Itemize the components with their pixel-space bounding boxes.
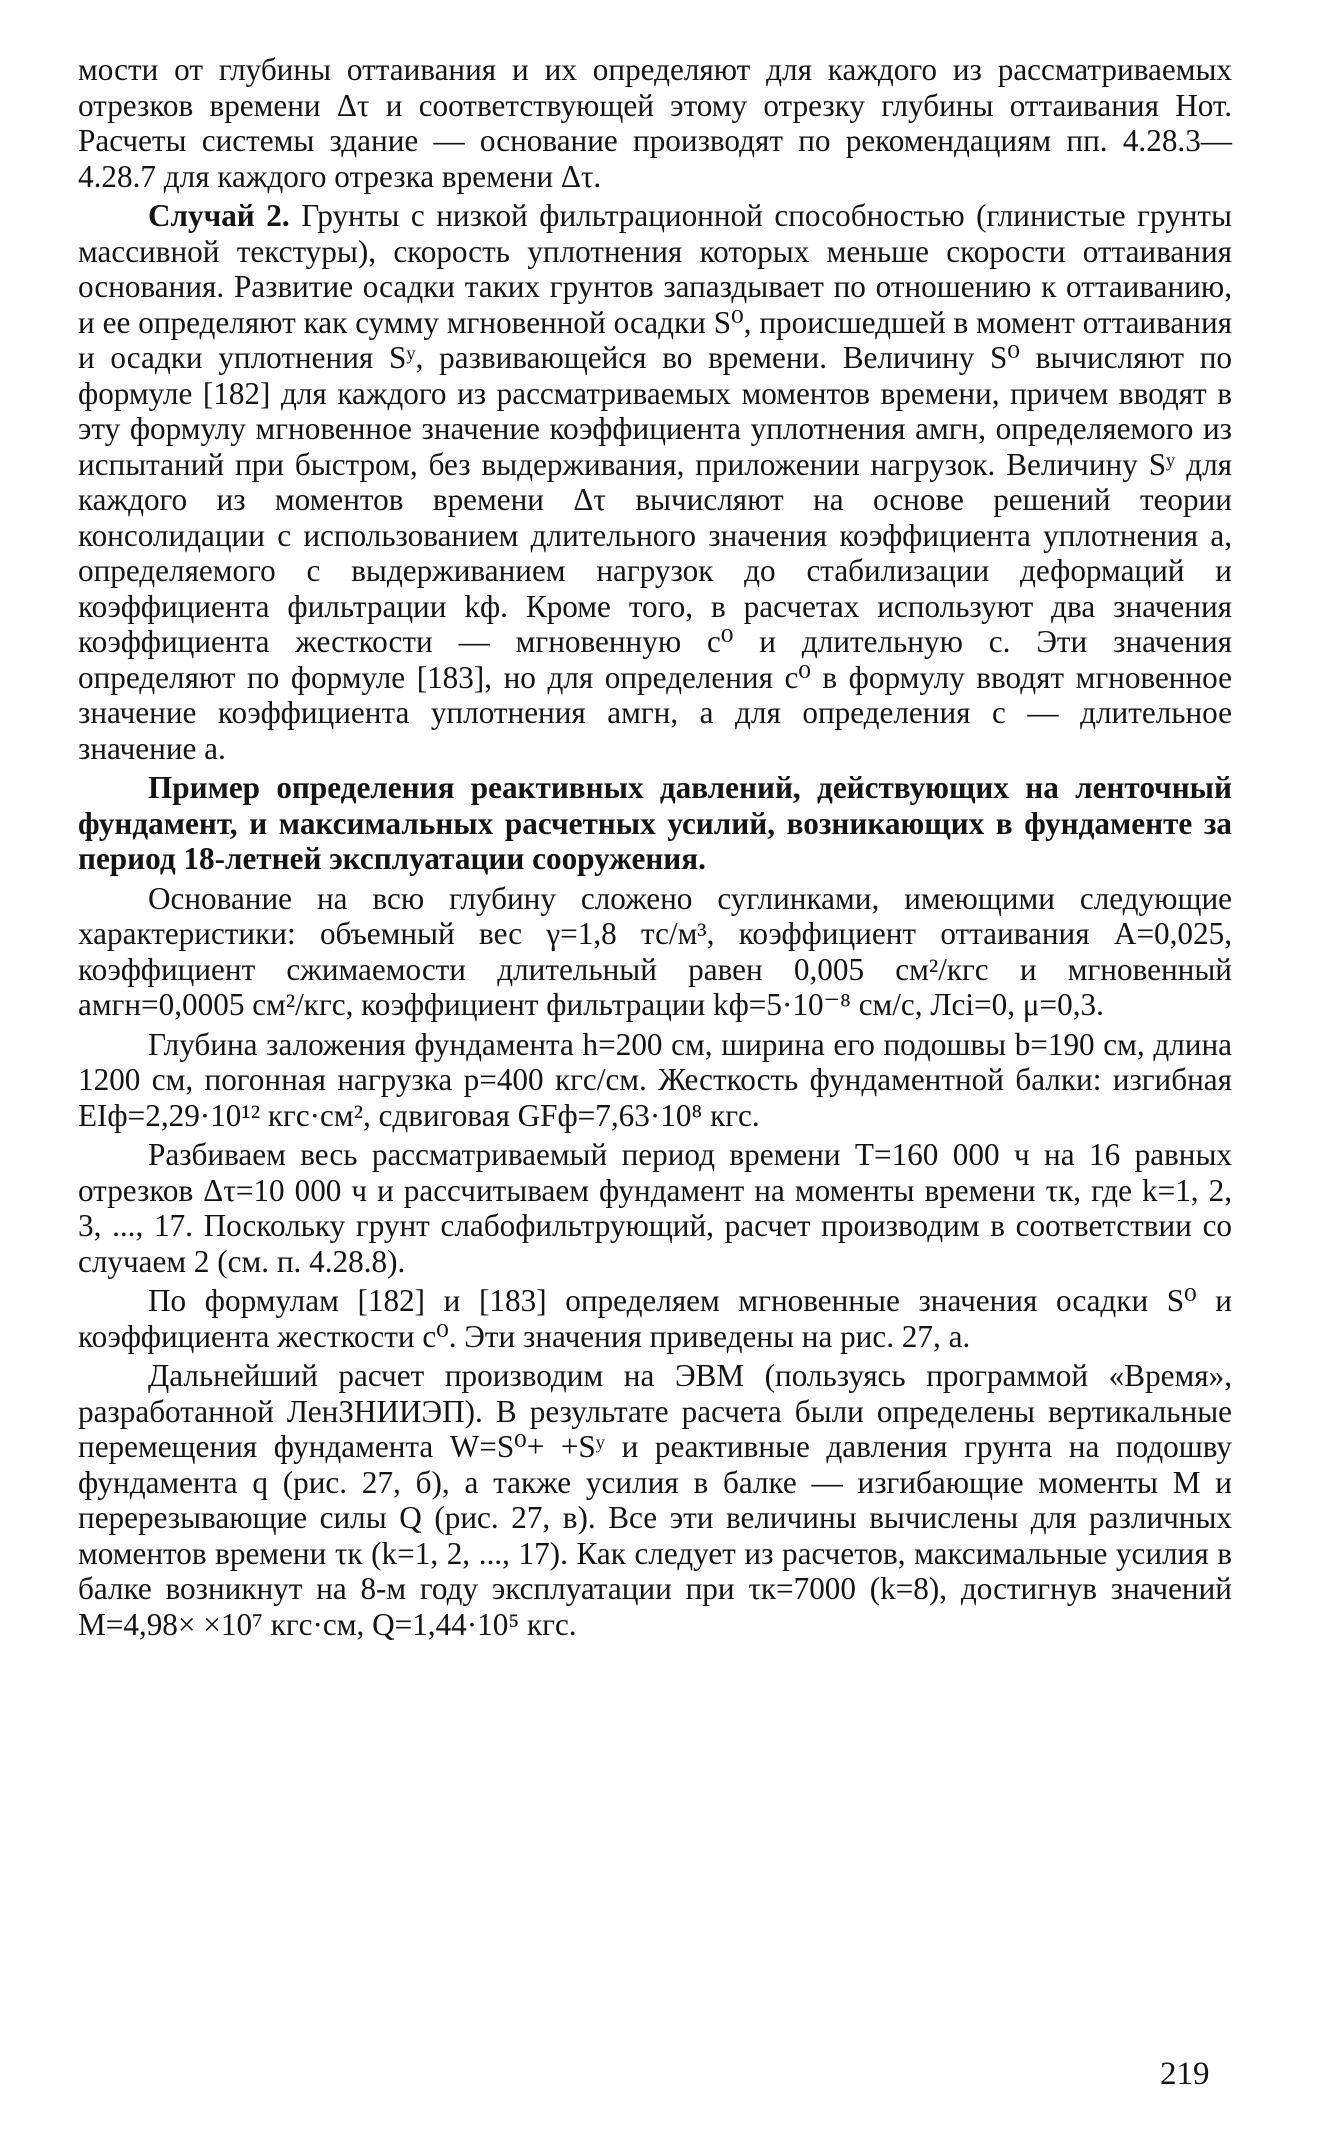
- paragraph-computer-calc: Дальнейший расчет производим на ЭВМ (пользуясь программой «Время», разработанной ЛенЗНИИЭП). В результате расчета были определены вертикальные перемещения фундамента W=S⁰+ +Sʸ и реактивные давления грунта на подошву фундамента q (рис. 27, б), а также усилия в балке — изгибающие моменты M и перерезывающие силы Q (рис. 27, в). Все эти величины вычислены для различных моментов времени τк (k=1, 2, ..., 17). Как следует из расчетов, максимальные усилия в балке возникнут на 8-м году эксплуатации при τк=7000 (k=8), достигнув значений M=4,98× ×10⁷ кгс·см, Q=1,44·10⁵ кгс.: [78, 1358, 1232, 1642]
- paragraph-case-2: [78, 198, 1232, 766]
- paragraph-foundation-geometry: Глубина заложения фундамента h=200 см, ширина его подошвы b=190 см, длина 1200 см, погонная нагрузка p=400 кгс/см. Жесткость фундаментной балки: изгибная EIф=2,29·10¹² кгс·см², сдвиговая GFф=7,63·10⁸ кгс.: [78, 1026, 1232, 1133]
- paragraph-time-division: Разбиваем весь рассматриваемый период времени T=160 000 ч на 16 равных отрезков Δτ=10 000 ч и рассчитываем фундамент на моменты времени τк, где k=1, 2, 3, ..., 17. Поскольку грунт слабофильтрующий, расчет производим в соответствии со случаем 2 (см. п. 4.28.8).: [78, 1137, 1232, 1279]
- case-2-label: Случай 2.: [148, 198, 290, 233]
- case-2-text: Грунты с низкой фильтрационной способностью (глинистые грунты массивной текстуры), скорость уплотнения которых меньше скорости оттаивания основания. Развитие осадки таких грунтов запаздывает по отношению к оттаиванию, и ее определяют как сумму мгновенной осадки S⁰, происшедшей в момент оттаивания и осадки уплотнения Sʸ, развивающейся во времени. Величину S⁰ вычисляют по формуле [182] для каждого из рассматриваемых моментов времени, причем вводят в эту формулу мгновенное значение коэффициента уплотнения aмгн, определяемого из испытаний при быстром, без выдерживания, приложении нагрузок. Величину Sʸ для каждого из моментов времени Δτ вычисляют на основе решений теории консолидации с использованием длительного значения коэффициента уплотнения a, определяемого с выдерживанием нагрузок до стабилизации деформаций и коэффициента фильтрации kф. Кроме того, в расчетах используют два значения коэффициента жесткости — мгновенную c⁰ и длительную c. Эти значения определяют по формуле [183], но для определения c⁰ в формулу вводят мгновенное значение коэффициента уплотнения aмгн, а для определения c — длительное значение a.: [78, 198, 1233, 766]
- page-number: 219: [1160, 2056, 1210, 2092]
- page-body: [78, 52, 1232, 1642]
- example-heading: Пример определения реактивных давлений, действующих на ленточный фундамент, и максимальных расчетных усилий, возникающих в фундаменте за период 18-летней эксплуатации сооружения.: [78, 770, 1232, 876]
- paragraph-instant-values: По формулам [182] и [183] определяем мгновенные значения осадки S⁰ и коэффициента жесткости c⁰. Эти значения приведены на рис. 27, a.: [78, 1283, 1232, 1354]
- paragraph-intro: мости от глубины оттаивания и их определяют для каждого из рассматриваемых отрезков времени Δτ и соответствующей этому отрезку глубины оттаивания Hот. Расчеты системы здание — основание производят по рекомендациям пп. 4.28.3—4.28.7 для каждого отрезка времени Δτ.: [78, 52, 1232, 194]
- paragraph-soil-properties: Основание на всю глубину сложено суглинками, имеющими следующие характеристики: объемный вес γ=1,8 тс/м³, коэффициент оттаивания A=0,025, коэффициент сжимаемости длительный равен 0,005 см²/кгс и мгновенный aмгн=0,0005 см²/кгс, коэффициент фильтрации kф=5·10⁻⁸ см/с, Лci=0, μ=0,3.: [78, 880, 1232, 1022]
